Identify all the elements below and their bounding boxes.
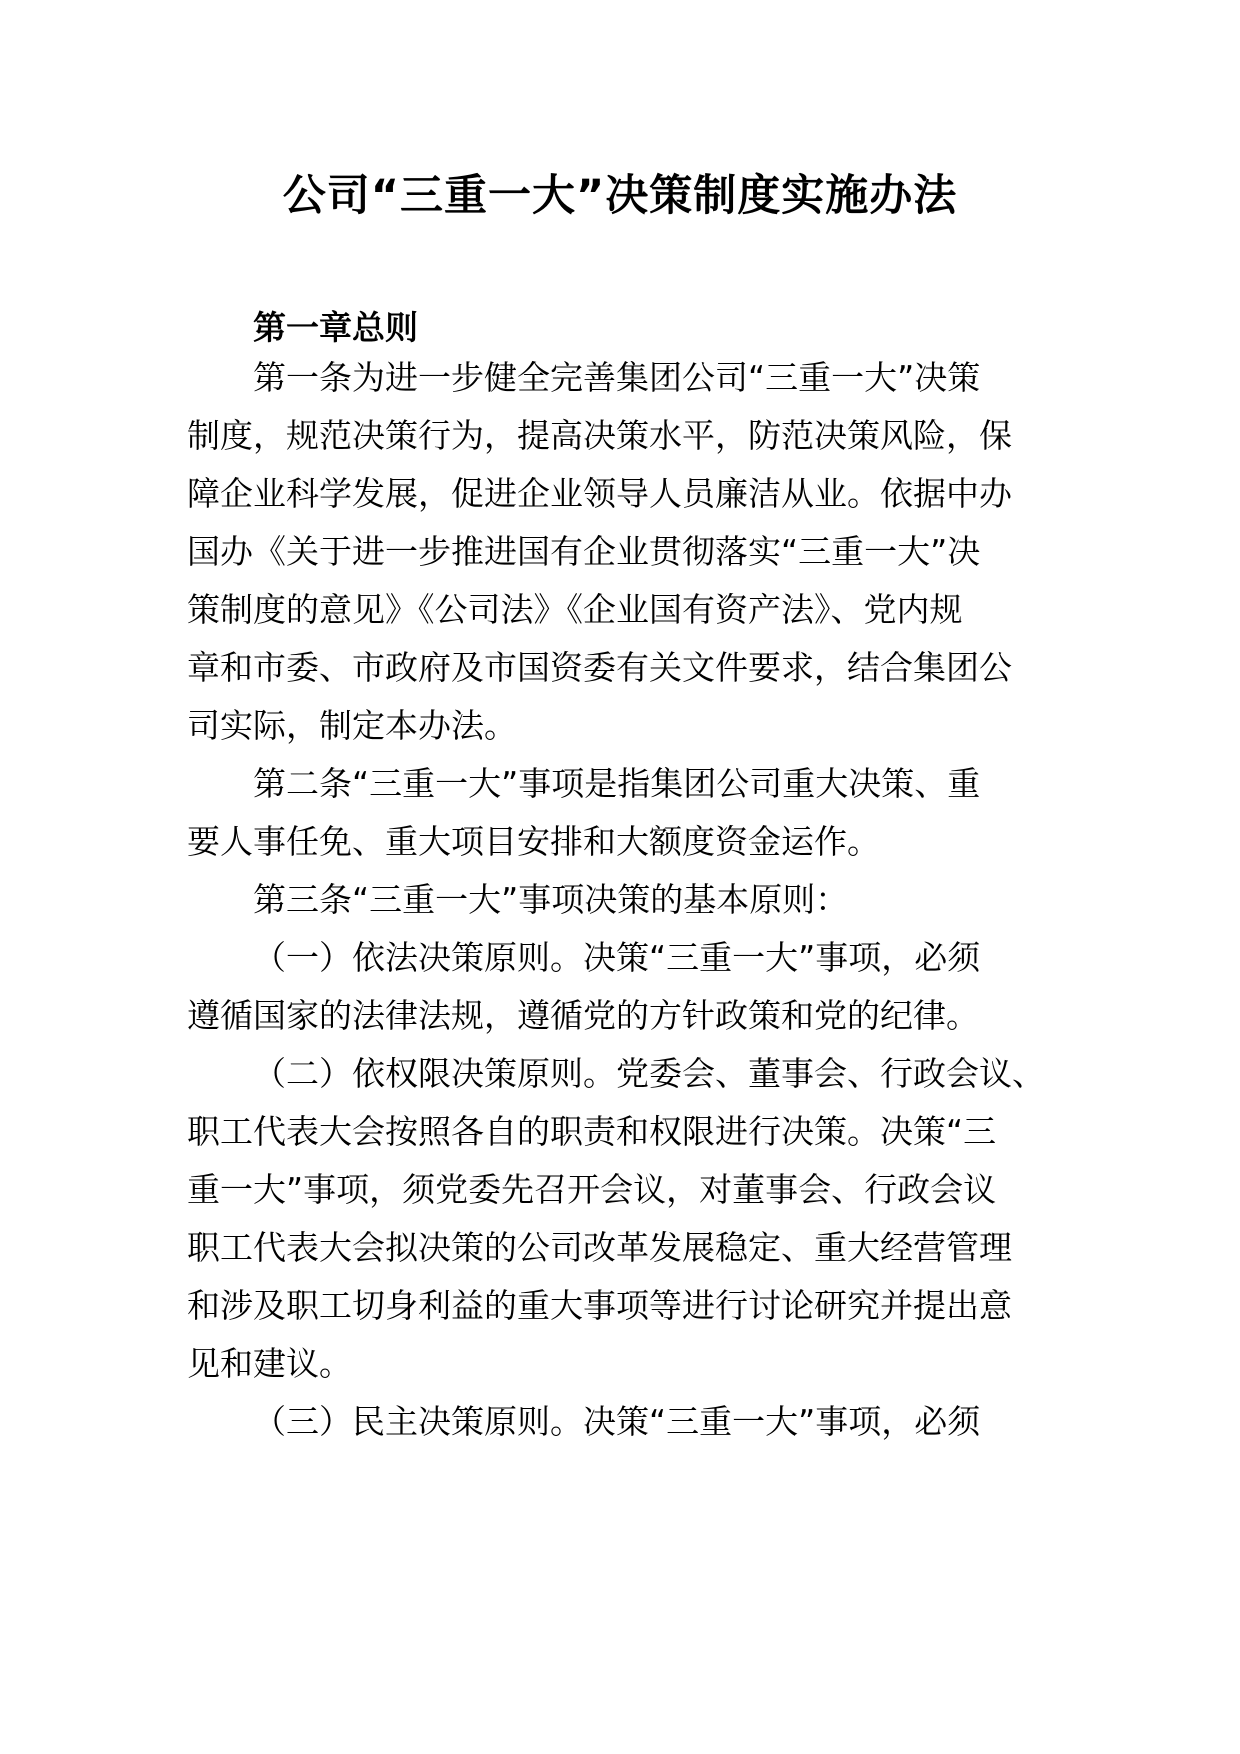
paragraph-line: 第一条为进一步健全完善集团公司“三重一大”决策 [253, 358, 981, 397]
paragraph-line: 见和建议。 [187, 1344, 352, 1383]
paragraph-line: 要人事任免、重大项目安排和大额度资金运作。 [187, 822, 880, 861]
chapter-heading: 第一章总则 [253, 308, 418, 347]
paragraph-line: 制度，规范决策行为，提高决策水平，防范决策风险，保 [187, 416, 1012, 455]
paragraph-line: 职工代表大会拟决策的公司改革发展稳定、重大经营管理 [187, 1228, 1012, 1267]
paragraph-line: 国办《关于进一步推进国有企业贯彻落实“三重一大”决 [187, 532, 981, 571]
paragraph-line: 职工代表大会按照各自的职责和权限进行决策。决策“三 [187, 1112, 997, 1151]
paragraph-line: 章和市委、市政府及市国资委有关文件要求，结合集团公 [187, 648, 1012, 687]
document-title: 公司“三重一大”决策制度实施办法 [282, 171, 958, 221]
paragraph-line: 和涉及职工切身利益的重大事项等进行讨论研究并提出意 [187, 1286, 1012, 1325]
paragraph-line: 重一大”事项，须党委先召开会议，对董事会、行政会议 [187, 1170, 997, 1209]
paragraph-line: 第二条“三重一大”事项是指集团公司重大决策、重 [253, 764, 981, 803]
paragraph-line: 策制度的意见》《公司法》《企业国有资产法》、党内规 [187, 590, 963, 629]
paragraph-line: 遵循国家的法律法规，遵循党的方针政策和党的纪律。 [187, 996, 979, 1035]
paragraph-line: 司实际，制定本办法。 [187, 706, 517, 745]
paragraph-line: （一）依法决策原则。决策“三重一大”事项，必须 [253, 938, 981, 977]
paragraph-line: 第三条“三重一大”事项决策的基本原则： [253, 880, 849, 919]
paragraph-line: （二）依权限决策原则。党委会、董事会、行政会议、 [253, 1054, 1045, 1093]
paragraph-line: （三）民主决策原则。决策“三重一大”事项，必须 [253, 1402, 981, 1441]
paragraph-line: 障企业科学发展，促进企业领导人员廉洁从业。依据中办 [187, 474, 1012, 513]
